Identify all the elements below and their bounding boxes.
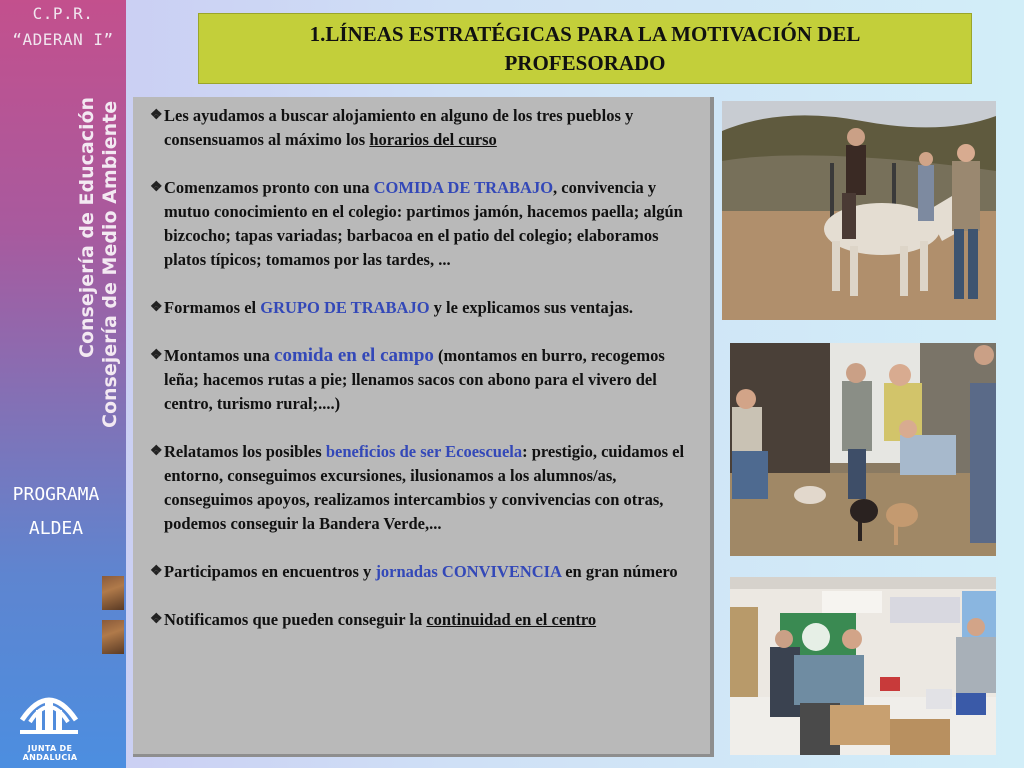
list-item: ❖ Comenzamos pronto con una COMIDA DE TRABAJO, convivencia y mutuo conocimiento en el colegio: partimos jamón, hacemos paella; algún bizcocho; tapas variadas; barbacoa en el patio del colegio; elaboramos platos típicos; tomamos por las tardes, ... [150,178,683,269]
diamond-bullet-icon: ❖ [150,612,163,627]
goats-farm-photo [730,343,996,556]
list-item: ❖ Montamos una comida en el campo (montamos en burro, recogemos leña; hacemos rutas a pie; llenamos sacos con abono para el vivero del centro, turismo rural;....) [150,345,665,413]
list-item: ❖ Les ayudamos a buscar alojamiento en alguno de los tres pueblos y consensuamos al máximo los horarios del curso [150,106,634,149]
diamond-bullet-icon: ❖ [150,444,163,459]
diamond-bullet-icon: ❖ [150,108,163,123]
highlight-text: COMIDA DE TRABAJO [373,178,554,197]
cpr-label: C.P.R. [32,4,94,23]
junta-andalucia-logo-icon [14,680,84,736]
slide-title: 1.LÍNEAS ESTRATÉGICAS PARA LA MOTIVACIÓN DEL PROFESORADO [198,13,972,84]
diamond-bullet-icon: ❖ [150,300,163,315]
sidebar [0,0,126,768]
consejeria-medio-ambiente-label: Consejería de Medio Ambiente [99,100,121,428]
diamond-bullet-icon: ❖ [150,348,163,363]
donkey-ride-photo [722,101,996,320]
list-item: ❖ Participamos en encuentros y jornadas CONVIVENCIA en gran número [164,560,700,584]
diamond-bullet-icon: ❖ [150,564,163,579]
sidebar-thumbnail [102,620,124,654]
school-name: “ADERAN I” [12,30,114,49]
highlight-text: beneficios de ser Ecoescuela [325,442,523,461]
diamond-bullet-icon: ❖ [150,180,163,195]
underlined-text: continuidad en el centro [426,610,597,629]
content-box [133,97,714,757]
list-item: ❖ Notificamos que pueden conseguir la continuidad en el centro [164,608,700,632]
junta-andalucia-caption: JUNTA DE ANDALUCIA [22,744,78,762]
underlined-text: horarios del curso [369,130,497,149]
aldea-label: ALDEA [28,518,84,539]
highlight-text: comida en el campo [274,345,434,366]
list-item: ❖ Formamos el GRUPO DE TRABAJO y le explicamos sus ventajas. [164,296,700,320]
list-item: ❖ Relatamos los posibles beneficios de ser Ecoescuela: prestigio, cuidamos el entorno, conseguimos excursiones, ilusionamos a los alumnos/as, conseguimos apoyos, realizamos intercambios y convivencias con otras, podemos conseguir la Bandera Verde,... [150,442,685,533]
programa-label: PROGRAMA [12,484,100,505]
consejeria-educacion-label: Consejería de Educación [76,96,98,358]
highlight-text: jornadas CONVIVENCIA [375,562,562,581]
sidebar-thumbnail [102,576,124,610]
highlight-text: GRUPO DE TRABAJO [260,298,430,317]
classroom-workshop-photo [730,577,996,755]
